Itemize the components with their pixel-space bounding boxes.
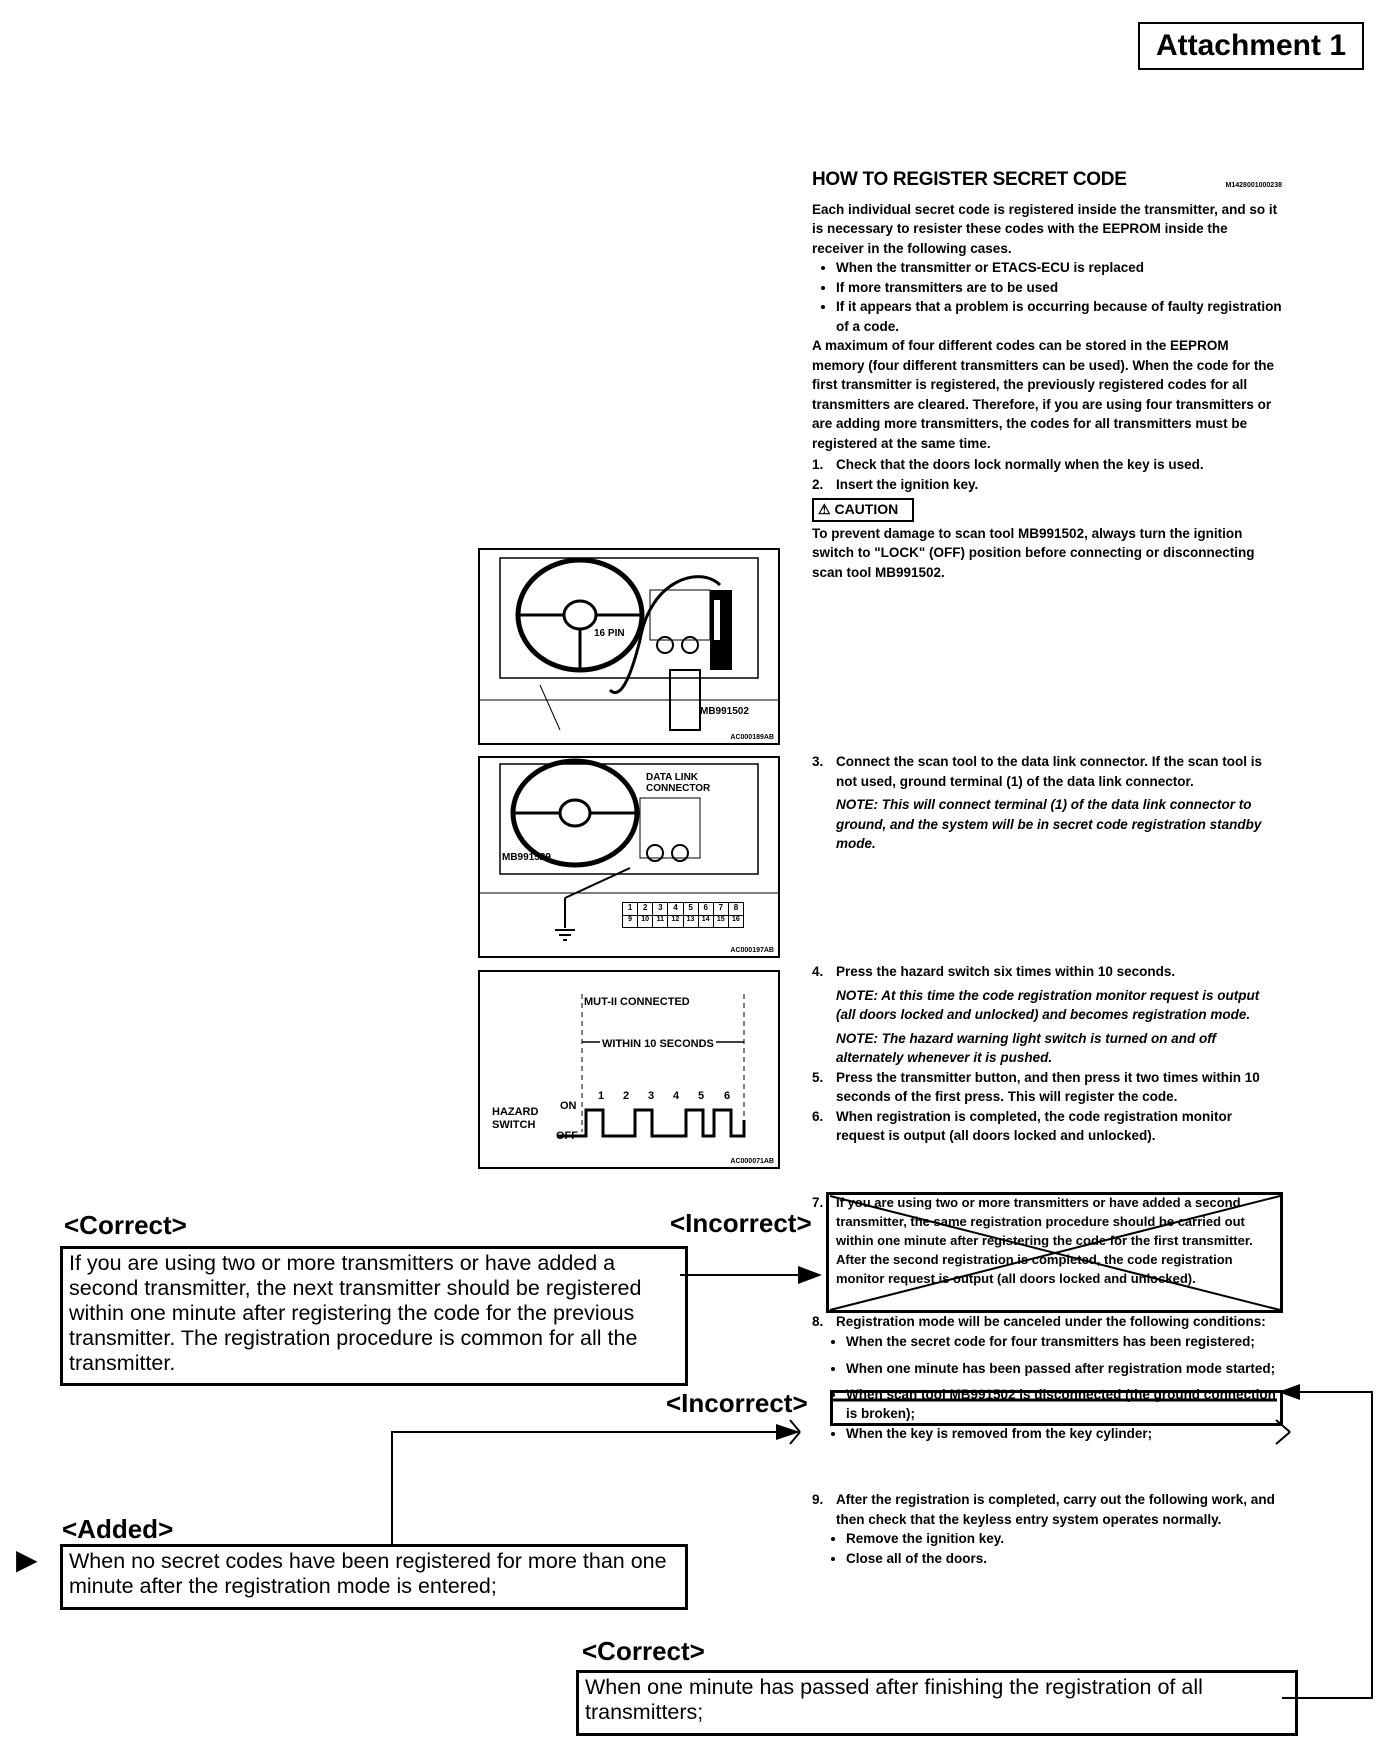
step-number: 7. xyxy=(812,1195,824,1210)
label-hazard: HAZARD xyxy=(492,1106,539,1118)
pin: 3 xyxy=(653,903,668,915)
list-item: • Close all of the doors. xyxy=(846,1549,1282,1569)
pin: 11 xyxy=(653,916,668,927)
incorrect-label-2: <Incorrect> xyxy=(666,1388,808,1418)
list-item: • If more transmitters are to be used xyxy=(836,278,1282,298)
step-number: 6. xyxy=(812,1108,824,1124)
pin: 16 xyxy=(732,916,740,923)
added-header: <Added> xyxy=(62,1514,174,1544)
figure-code: AC000071AB xyxy=(730,1158,774,1165)
pin: 12 xyxy=(668,916,683,927)
pin-row-top xyxy=(623,903,743,915)
list-item: • When the secret code for four transmitters has been registered; xyxy=(846,1332,1282,1352)
list-item: • When the key is removed from the key cylinder; xyxy=(846,1424,1282,1444)
list-item: • Remove the ignition key. xyxy=(846,1529,1282,1549)
label-within-10-seconds: WITHIN 10 SECONDS xyxy=(602,1038,714,1050)
pulse-number: 6 xyxy=(724,1090,731,1102)
pin: 1 xyxy=(623,903,638,915)
pin: 2 xyxy=(638,903,653,915)
step-number: 8. xyxy=(812,1314,824,1329)
incorrect-label-1: <Incorrect> xyxy=(670,1208,812,1238)
label-scan-tool: MB991502 xyxy=(700,706,749,717)
step-7: If you are using two or more transmitters or have added a second transmitter, the same registration procedure should be carried out within one minute after registering the code for the first transmitter. After the second registration is completed, the code registration monitor request is output (all doors locked and unlocked). xyxy=(836,1195,1253,1286)
list-item: • When the transmitter or ETACS-ECU is replaced xyxy=(836,258,1282,278)
step-9-list xyxy=(836,1529,1282,1568)
correct-header-1: <Correct> xyxy=(64,1210,187,1240)
pin: 8 xyxy=(733,903,739,912)
correct-header-2: <Correct> xyxy=(582,1636,705,1666)
document-title: HOW TO REGISTER SECRET CODE xyxy=(812,169,1127,190)
caution-label: CAUTION xyxy=(834,501,899,517)
label-data-link-connector: DATA LINK CONNECTOR xyxy=(646,772,711,794)
step-1: Check that the doors lock normally when the key is used. xyxy=(836,457,1204,472)
warning-triangle-icon: ⚠ xyxy=(818,501,831,517)
label-on: ON xyxy=(560,1100,577,1112)
step-number: 5. xyxy=(812,1069,824,1085)
pin: 4 xyxy=(668,903,683,915)
label-off: OFF xyxy=(556,1130,578,1142)
strike-line xyxy=(832,1392,1277,1422)
step-3-block xyxy=(812,752,1282,854)
step-number: 1. xyxy=(812,457,824,472)
pointer-triangle-icon: ▶ xyxy=(16,1544,38,1575)
pin: 9 xyxy=(623,916,638,927)
pulse-number: 2 xyxy=(623,1090,630,1102)
step-8-list xyxy=(836,1332,1282,1444)
pin: 6 xyxy=(699,903,714,915)
step-3-note: NOTE: This will connect terminal (1) of the data link connector to ground, and the system will be in secret code registration standby mode. xyxy=(836,797,1262,851)
list-item: • When one minute has been passed after registration mode started; xyxy=(846,1359,1282,1379)
figure-hazard-timing xyxy=(478,970,780,1169)
document-id: M1428001000238 xyxy=(1225,182,1282,189)
step-number: 4. xyxy=(812,964,824,979)
pin: 5 xyxy=(684,903,699,915)
step-8: Registration mode will be canceled under the following conditions: xyxy=(836,1314,1266,1329)
correct-box-1: If you are using two or more transmitters or have added a second transmitter, the next transmitter should be registered within one minute after registering the code for the previous transmitter. The registration procedure is common for all the transmitter. xyxy=(60,1246,688,1386)
step-4-note-1: NOTE: At this time the code registration monitor request is output (all doors locked and unlocked) and becomes registration mode. xyxy=(836,987,1260,1022)
pin-row-bottom xyxy=(623,915,743,927)
list-item: • When scan tool MB991502 is disconnected (the ground connection is broken); xyxy=(846,1385,1282,1424)
document-body xyxy=(812,170,1282,582)
added-box: When no secret codes have been registered for more than one minute after the registration mode is entered; xyxy=(60,1544,688,1610)
strike-cross xyxy=(826,1192,1283,1313)
attachment-label: Attachment 1 xyxy=(1138,22,1364,70)
step-4-block xyxy=(812,962,1282,1146)
pulse-number: 3 xyxy=(648,1090,655,1102)
step-number: 9. xyxy=(812,1492,824,1507)
correct-box-2: When one minute has passed after finishing the registration of all transmitters; xyxy=(576,1670,1298,1736)
label-switch: SWITCH xyxy=(492,1119,536,1131)
figure-code: AC000189AB xyxy=(730,734,774,741)
figure-data-link-connector xyxy=(478,756,780,958)
step-9-block xyxy=(812,1490,1282,1568)
intro-paragraph: Each individual secret code is registered inside the transmitter, and so it is necessary to resister these codes with the EEPROM inside the receiver in the following cases. xyxy=(812,201,1278,256)
list-item: • If it appears that a problem is occurring because of faulty registration of a code. xyxy=(836,297,1282,336)
step-6: When registration is completed, the code registration monitor request is output (all doors locked and unlocked). xyxy=(836,1108,1233,1143)
connector-pinout xyxy=(622,902,744,928)
pulse-number: 1 xyxy=(598,1090,605,1102)
cases-list xyxy=(812,258,1282,336)
label-tool: MB991529 xyxy=(502,852,551,863)
step-number: 3. xyxy=(812,754,824,769)
figure-code: AC000197AB xyxy=(730,947,774,954)
label-16-pin: 16 PIN xyxy=(594,628,625,639)
pin: 10 xyxy=(638,916,653,927)
caution-text: To prevent damage to scan tool MB991502, always turn the ignition switch to "LOCK" (OFF) position before connecting or disconnecting scan tool MB991502. xyxy=(812,525,1255,580)
step-2: Insert the ignition key. xyxy=(836,476,979,492)
step-4: Press the hazard switch six times within 10 seconds. xyxy=(836,964,1176,979)
step-4-note-2: NOTE: The hazard warning light switch is turned on and off alternately whenever it is pushed. xyxy=(836,1030,1217,1065)
step-5: Press the transmitter button, and then press it two times within 10 seconds of the first press. This will register the code. xyxy=(836,1069,1260,1104)
pin: 15 xyxy=(714,916,729,927)
step-number: 2. xyxy=(812,476,824,492)
pin: 7 xyxy=(714,903,729,915)
step-9: After the registration is completed, carry out the following work, and then check that the keyless entry system operates normally. xyxy=(836,1492,1275,1527)
pin: 13 xyxy=(684,916,699,927)
label-mut-connected: MUT-II CONNECTED xyxy=(584,996,690,1008)
pulse-number: 5 xyxy=(698,1090,705,1102)
step-3: Connect the scan tool to the data link connector. If the scan tool is not used, ground terminal (1) of the data link connector. xyxy=(836,754,1263,789)
caution-badge xyxy=(812,498,914,522)
paragraph-max-codes: A maximum of four different codes can be stored in the EEPROM memory (four different transmitters can be used). When the code for the first transmitter is registered, the previously registered codes for all transmitters are cleared. Therefore, if you are using four transmitters or are adding more transmitters, the codes for all transmitters must be registered at the same time. xyxy=(812,338,1275,451)
figure-dashboard-scan-tool xyxy=(478,548,780,745)
pin: 14 xyxy=(699,916,714,927)
pulse-number: 4 xyxy=(673,1090,680,1102)
